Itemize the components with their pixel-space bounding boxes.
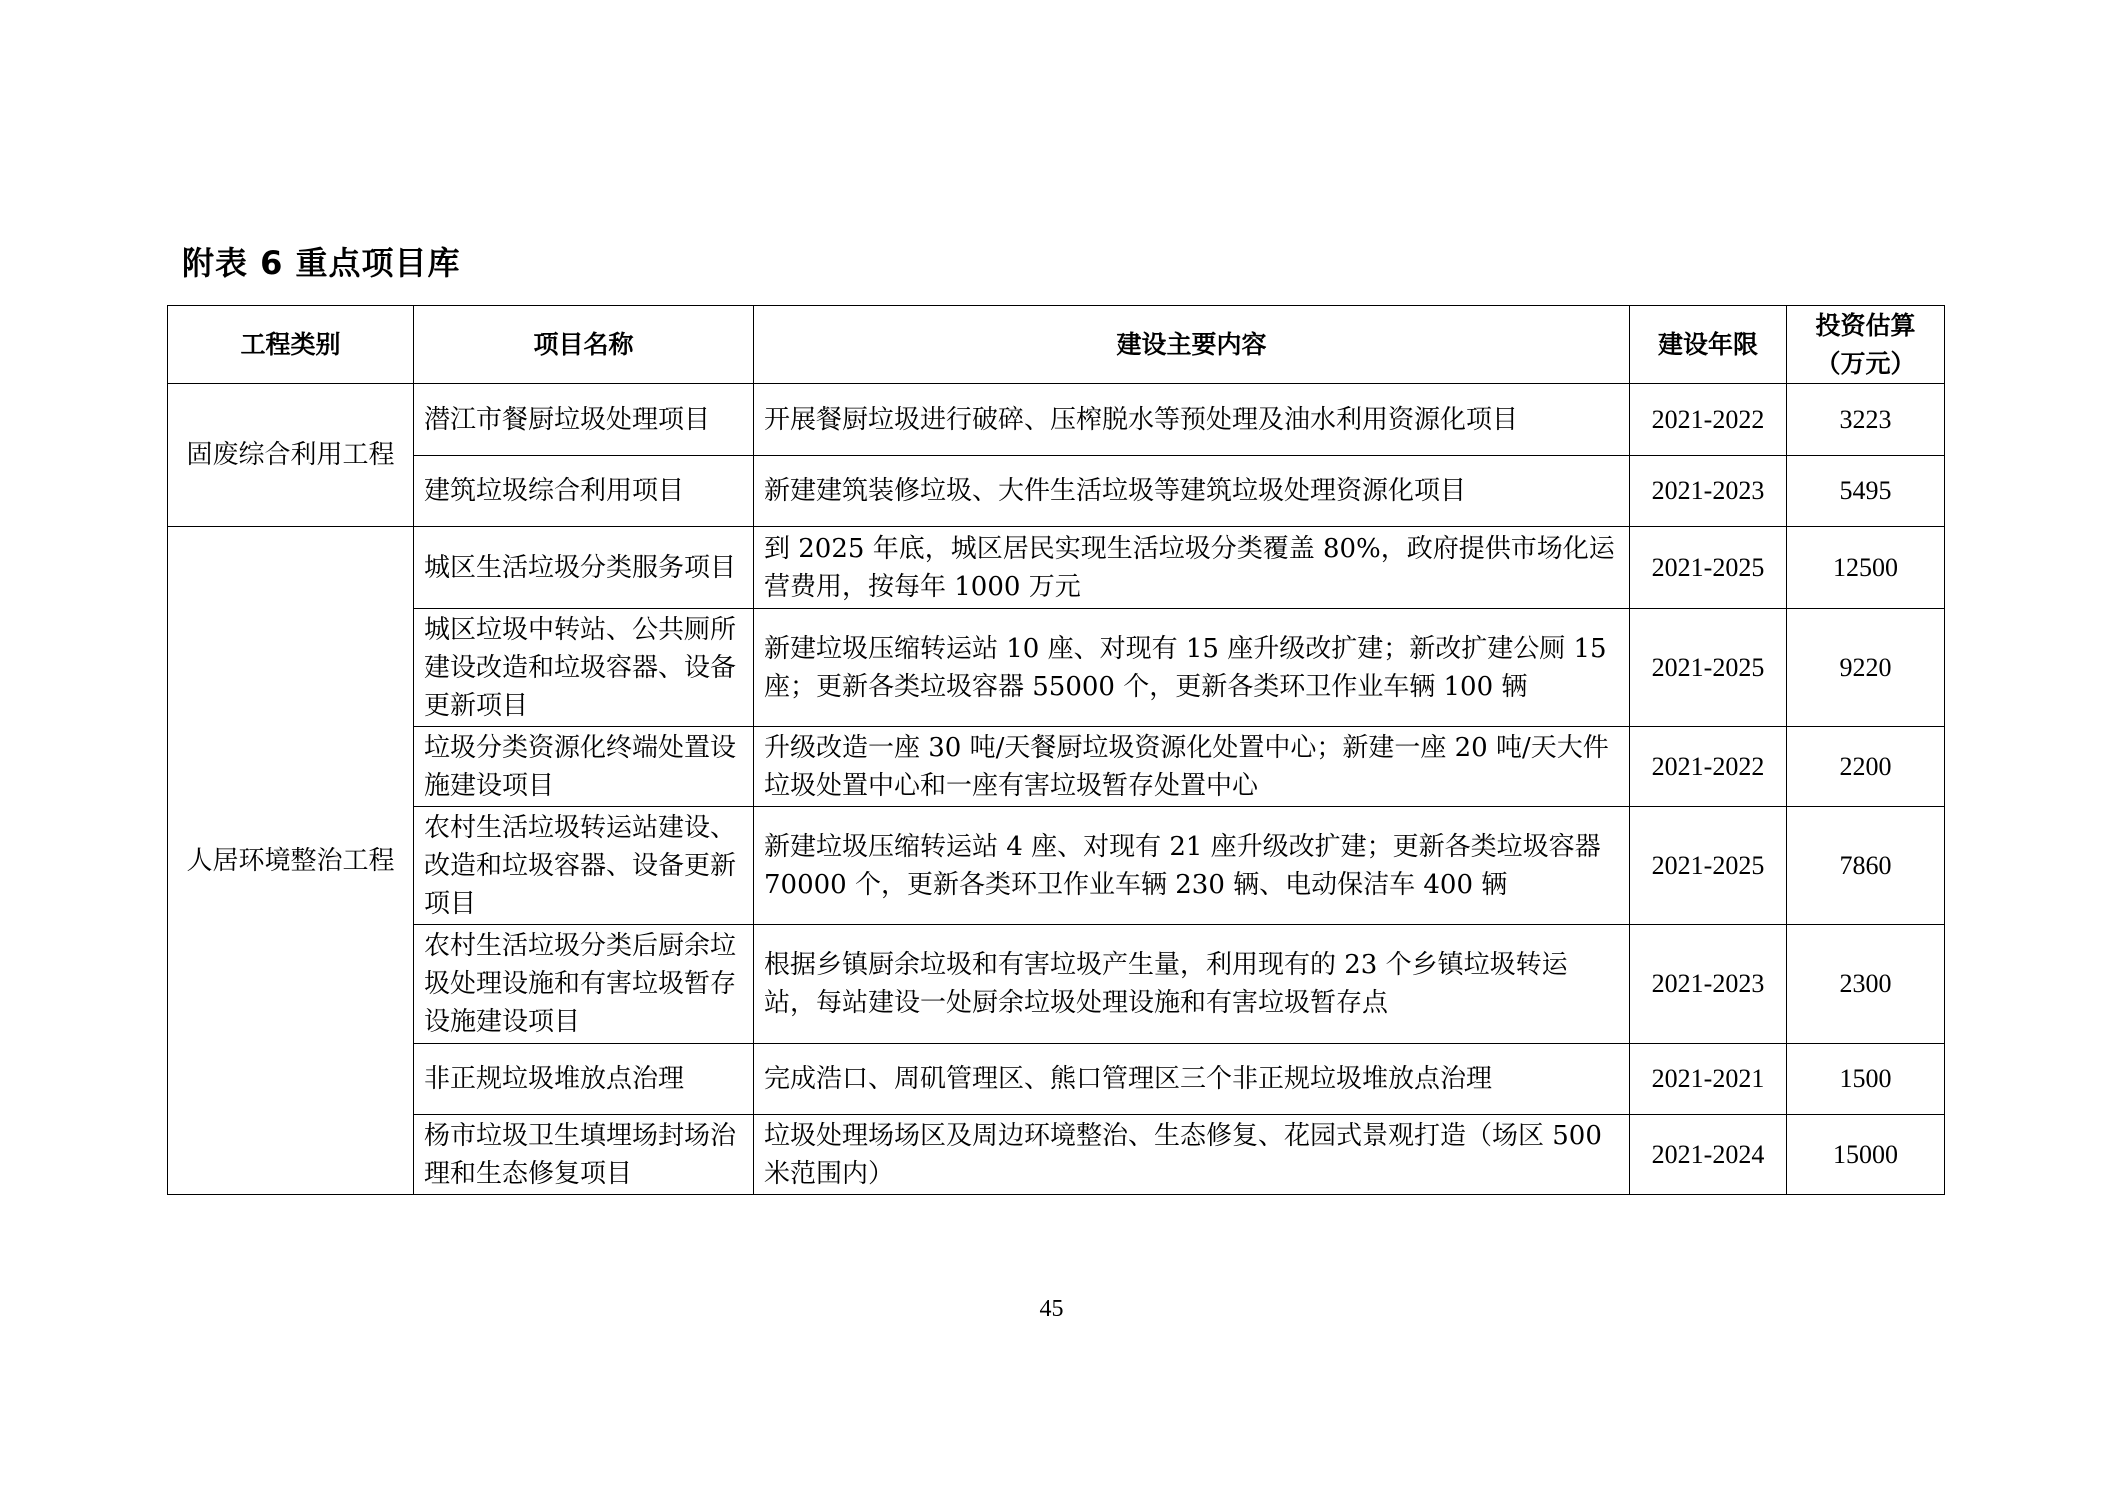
header-invest-line1: 投资估算 xyxy=(1815,310,1916,340)
project-invest-cell: 15000 xyxy=(1787,1115,1945,1195)
project-invest-cell: 2300 xyxy=(1787,925,1945,1044)
project-name-cell: 农村生活垃圾分类后厨余垃圾处理设施和有害垃圾暂存设施建设项目 xyxy=(414,925,754,1044)
key-projects-table xyxy=(167,305,1945,1195)
project-years-cell: 2021-2023 xyxy=(1630,456,1787,527)
table-row xyxy=(168,527,1945,609)
project-invest-cell: 1500 xyxy=(1787,1044,1945,1115)
category-cell: 固废综合利用工程 xyxy=(168,384,414,527)
table-row xyxy=(168,727,1945,807)
table-row xyxy=(168,1115,1945,1195)
project-years-cell: 2021-2022 xyxy=(1630,727,1787,807)
header-row xyxy=(168,306,1945,384)
project-invest-cell: 12500 xyxy=(1787,527,1945,609)
project-name-cell: 建筑垃圾综合利用项目 xyxy=(414,456,754,527)
project-name-cell: 城区垃圾中转站、公共厕所建设改造和垃圾容器、设备更新项目 xyxy=(414,609,754,727)
project-content-cell: 垃圾处理场场区及周边环境整治、生态修复、花园式景观打造（场区 500 米范围内） xyxy=(754,1115,1630,1195)
project-invest-cell: 2200 xyxy=(1787,727,1945,807)
project-years-cell: 2021-2024 xyxy=(1630,1115,1787,1195)
project-content-cell: 新建垃圾压缩转运站 10 座、对现有 15 座升级改扩建；新改扩建公厕 15 座；更新各类垃圾容器 55000 个，更新各类环卫作业车辆 100 辆 xyxy=(754,609,1630,727)
project-content-cell: 新建垃圾压缩转运站 4 座、对现有 21 座升级改扩建；更新各类垃圾容器 70000 个，更新各类环卫作业车辆 230 辆、电动保洁车 400 辆 xyxy=(754,807,1630,925)
page-number: 45 xyxy=(1039,1296,1064,1322)
project-content-cell: 新建建筑装修垃圾、大件生活垃圾等建筑垃圾处理资源化项目 xyxy=(754,456,1630,527)
project-name-cell: 杨市垃圾卫生填埋场封场治理和生态修复项目 xyxy=(414,1115,754,1195)
project-invest-cell: 5495 xyxy=(1787,456,1945,527)
header-years: 建设年限 xyxy=(1630,306,1787,384)
project-years-cell: 2021-2025 xyxy=(1630,609,1787,727)
project-invest-cell: 3223 xyxy=(1787,384,1945,456)
project-content-cell: 开展餐厨垃圾进行破碎、压榨脱水等预处理及油水利用资源化项目 xyxy=(754,384,1630,456)
header-name: 项目名称 xyxy=(414,306,754,384)
project-name-cell: 非正规垃圾堆放点治理 xyxy=(414,1044,754,1115)
project-name-cell: 城区生活垃圾分类服务项目 xyxy=(414,527,754,609)
table-row xyxy=(168,925,1945,1044)
project-name-cell: 农村生活垃圾转运站建设、改造和垃圾容器、设备更新项目 xyxy=(414,807,754,925)
header-invest-line2: （万元） xyxy=(1815,348,1916,378)
header-invest xyxy=(1787,306,1945,384)
table-row xyxy=(168,807,1945,925)
project-name-cell: 潜江市餐厨垃圾处理项目 xyxy=(414,384,754,456)
project-content-cell: 根据乡镇厨余垃圾和有害垃圾产生量，利用现有的 23 个乡镇垃圾转运站，每站建设一处厨余垃圾处理设施和有害垃圾暂存点 xyxy=(754,925,1630,1044)
header-content: 建设主要内容 xyxy=(754,306,1630,384)
project-years-cell: 2021-2023 xyxy=(1630,925,1787,1044)
project-years-cell: 2021-2022 xyxy=(1630,384,1787,456)
header-category: 工程类别 xyxy=(168,306,414,384)
project-years-cell: 2021-2025 xyxy=(1630,807,1787,925)
project-name-cell: 垃圾分类资源化终端处置设施建设项目 xyxy=(414,727,754,807)
project-content-cell: 到 2025 年底，城区居民实现生活垃圾分类覆盖 80%，政府提供市场化运营费用，按每年 1000 万元 xyxy=(754,527,1630,609)
table-row xyxy=(168,609,1945,727)
table-row xyxy=(168,456,1945,527)
project-content-cell: 升级改造一座 30 吨/天餐厨垃圾资源化处置中心；新建一座 20 吨/天大件垃圾处置中心和一座有害垃圾暂存处置中心 xyxy=(754,727,1630,807)
table-title: 附表 6 重点项目库 xyxy=(182,244,461,282)
table-row xyxy=(168,1044,1945,1115)
project-years-cell: 2021-2025 xyxy=(1630,527,1787,609)
project-content-cell: 完成浩口、周矶管理区、熊口管理区三个非正规垃圾堆放点治理 xyxy=(754,1044,1630,1115)
project-years-cell: 2021-2021 xyxy=(1630,1044,1787,1115)
category-cell: 人居环境整治工程 xyxy=(168,527,414,1195)
project-invest-cell: 7860 xyxy=(1787,807,1945,925)
project-invest-cell: 9220 xyxy=(1787,609,1945,727)
table-row xyxy=(168,384,1945,456)
